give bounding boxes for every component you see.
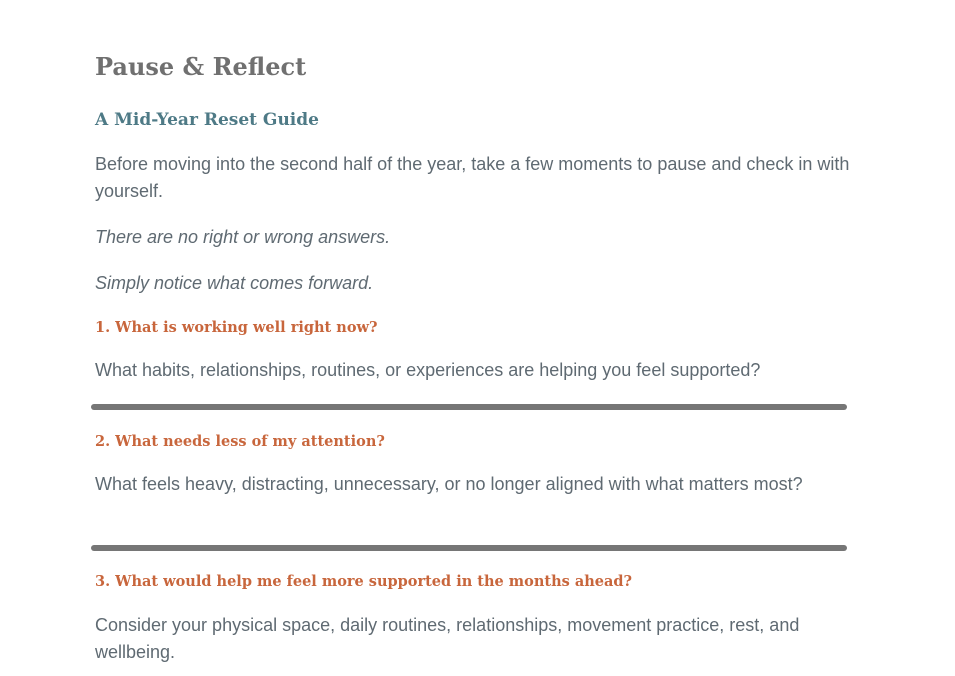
section-3-heading: 3. What would help me feel more supported in the months ahead? (95, 573, 633, 590)
section-2-prompt: What feels heavy, distracting, unnecessary, or no longer aligned with what matters most? (95, 474, 803, 494)
section-2-heading: 2. What needs less of my attention? (95, 433, 385, 450)
page-subtitle: A Mid-Year Reset Guide (95, 110, 319, 130)
section-3-prompt: Consider your physical space, daily routines, relationships, movement practice, rest, and wellbeing. (95, 615, 800, 662)
section-divider (91, 404, 847, 410)
page-title: Pause & Reflect (95, 52, 307, 81)
section-1-heading: 1. What is working well right now? (95, 319, 378, 336)
section-divider (91, 545, 847, 551)
intro-paragraph: Before moving into the second half of the year, take a few moments to pause and check in with yourself. (95, 154, 850, 201)
note-no-wrong-answers: There are no right or wrong answers. (95, 227, 391, 247)
note-notice: Simply notice what comes forward. (95, 273, 374, 293)
section-1-prompt: What habits, relationships, routines, or experiences are helping you feel supported? (95, 360, 761, 380)
